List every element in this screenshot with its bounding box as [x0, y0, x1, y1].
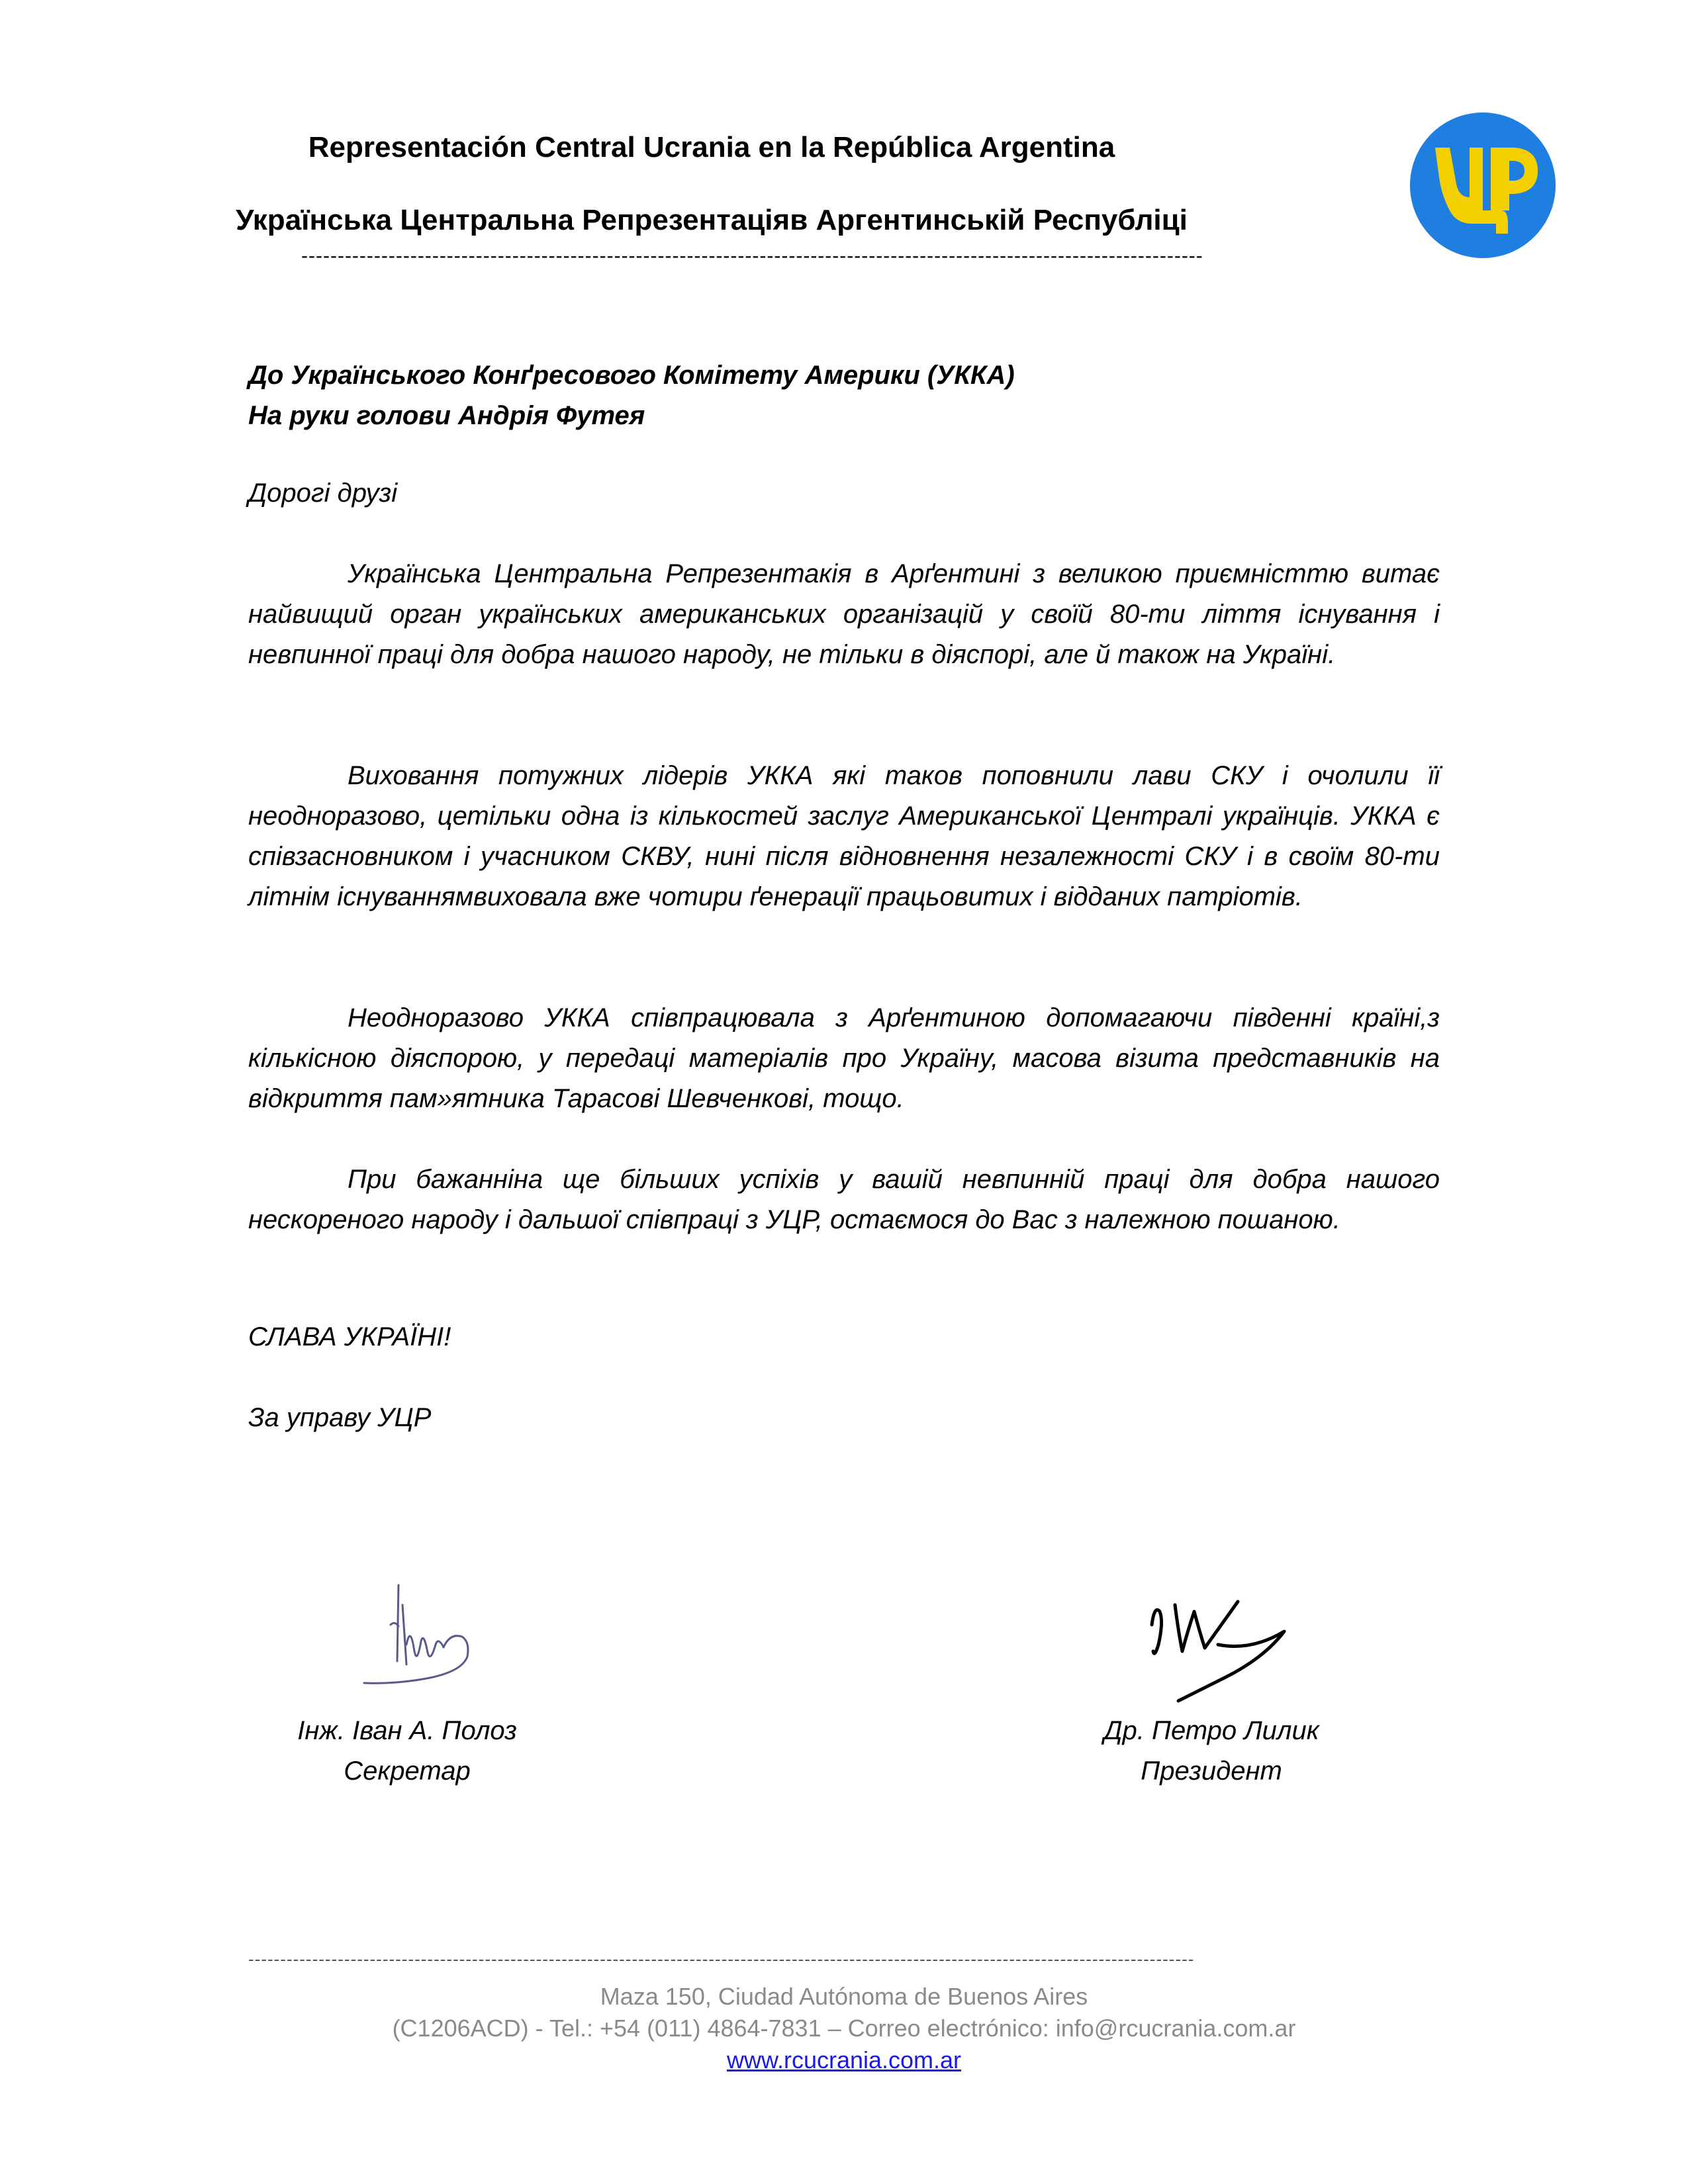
greeting: Дорогі друзі [248, 478, 398, 508]
footer-website-link[interactable]: www.rcucrania.com.ar [726, 2046, 962, 2073]
ucr-logo [1409, 111, 1557, 259]
body-paragraph: Неодноразово УККА співпрацювала з Арґентиною допомагаючи південні країні,з кількісною діяспорою, у передаці матеріалів про Україну, масова візита представників на відкриття пам»ятника Тарасові Шевченкові, тощо. [248, 1003, 1440, 1113]
recipient-attention: На руки голови Андрія Футея [248, 401, 645, 430]
letterhead-title-ukrainian: Українська Центральна Репрезентаціяв Аргентинській Республіці [236, 204, 1188, 236]
body-paragraph: Виховання потужних лідерів УККА які таков поповнили лави СКУ і очолили її неодноразово, цетільки одна із кількостей заслуг Американської Централі українців. УККА є співзасновником і учасником СКВУ, нині після відновнення незалежності СКУ і в своїм 80-ти літнім існуваннямвиховала вже чотири ґенерації працьовитих і відданих патріотів. [248, 761, 1440, 911]
body-paragraph: Українська Центральна Репрезентакія в Арґентині з великою приємністтю витає найвищий орган українських американських організацій у своїй 80-ти ліття існування і невпинної праці для добра нашого народу, не тільки в діяспорі, але й також на Україні. [248, 559, 1440, 669]
signoff-line: За управу УЦР [248, 1403, 432, 1432]
recipient-block [248, 355, 1440, 436]
header-divider: ---------------------------------------------------------------------------------------------------------------------------- [301, 245, 1203, 267]
secretary-title: Секретар [344, 1756, 471, 1786]
president-signer-block [1013, 1711, 1410, 1792]
president-name: Др. Петро Лилик [1103, 1716, 1319, 1745]
recipient-organization: До Українського Конґресового Комітету Америки (УККА) [248, 361, 1015, 390]
letterhead-title-spanish: Representación Central Ucrania en la República Argentina [308, 131, 1115, 163]
secretary-signer-block [209, 1711, 606, 1792]
secretary-signature [351, 1578, 496, 1698]
footer-contact: (C1206ACD) - Tel.: +54 (011) 4864-7831 – Correo electrónico: info@rcucrania.com.ar [392, 2015, 1296, 2042]
secretary-name: Інж. Іван А. Полоз [297, 1716, 517, 1745]
footer-address: Maza 150, Ciudad Autónoma de Buenos Aires [600, 1983, 1088, 2010]
president-title: Президент [1141, 1756, 1282, 1786]
closing-slogan: СЛАВА УКРАЇНІ! [248, 1322, 451, 1351]
footer-divider: ---------------------------------------------------------------------------------------------------------------------------------------------------- [248, 1949, 1195, 1969]
body-paragraph: При бажанніна ще більших успіхів у вашій невпинній праці для добра нашого нескореного народу і дальшої співпраці з УЦР, остаємося до Вас з належною пошаною. [248, 1165, 1440, 1234]
president-signature [1139, 1585, 1304, 1717]
